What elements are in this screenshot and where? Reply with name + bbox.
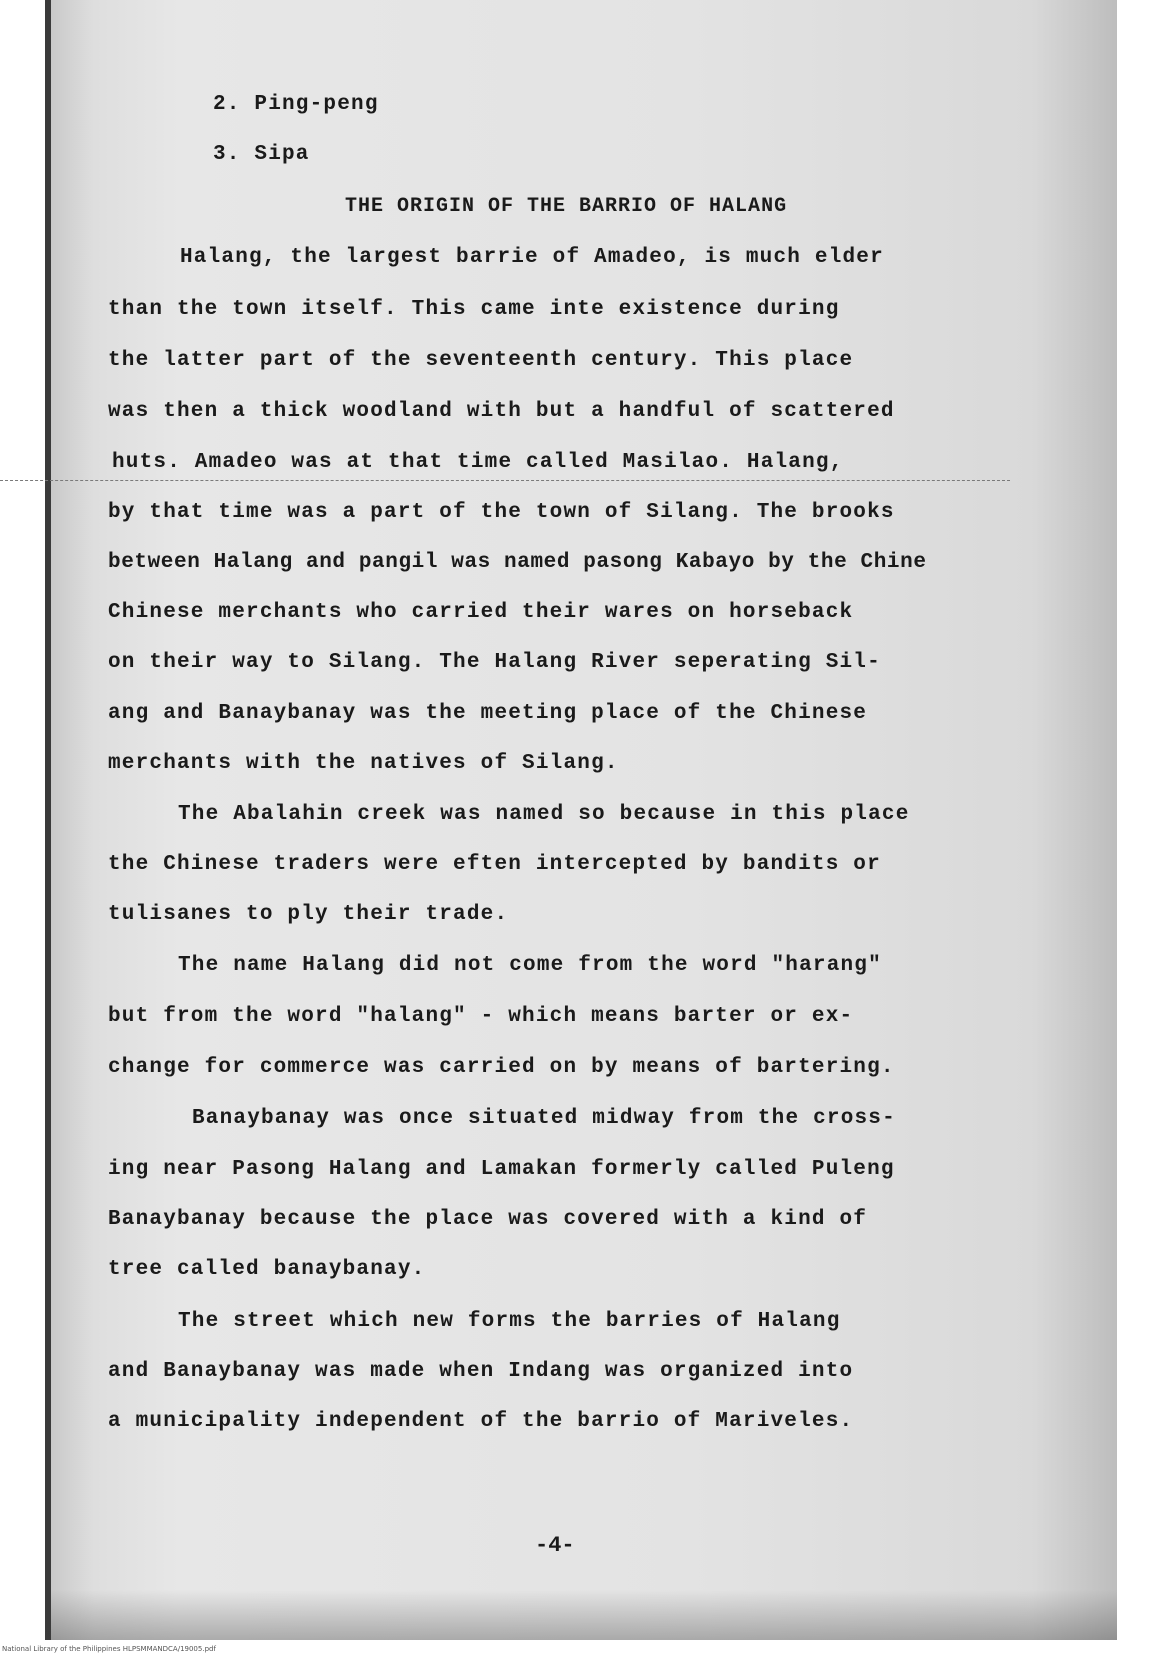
body-line: The street which new forms the barries of Halang: [178, 1310, 841, 1333]
list-item-sipa: 3. Sipa: [213, 143, 310, 166]
body-line: but from the word "halang" - which means barter or ex-: [108, 1005, 854, 1028]
body-line: the Chinese traders were eften intercepted by bandits or: [108, 853, 881, 876]
body-line: tree called banaybanay.: [108, 1258, 426, 1281]
body-line: ing near Pasong Halang and Lamakan formerly called Puleng: [108, 1158, 895, 1181]
body-line: than the town itself. This came inte existence during: [108, 298, 840, 321]
body-line: the latter part of the seventeenth century. This place: [108, 349, 854, 372]
body-line: on their way to Silang. The Halang River seperating Sil-: [108, 651, 881, 674]
body-line: Chinese merchants who carried their wares on horseback: [108, 601, 854, 624]
page-number: -4-: [535, 1533, 575, 1558]
body-line: was then a thick woodland with but a handful of scattered: [108, 400, 895, 423]
body-line: Banaybanay because the place was covered with a kind of: [108, 1208, 868, 1231]
body-line: change for commerce was carried on by means of bartering.: [108, 1056, 895, 1079]
body-line: merchants with the natives of Silang.: [108, 752, 619, 775]
body-line: ang and Banaybanay was the meeting place of the Chinese: [108, 702, 868, 725]
body-line: tulisanes to ply their trade.: [108, 903, 509, 926]
body-line: Banaybanay was once situated midway from the cross-: [192, 1107, 896, 1130]
footer-source-text: National Library of the Philippines HLPSMMANDCA/19005.pdf: [2, 1645, 216, 1653]
section-heading: THE ORIGIN OF THE BARRIO OF HALANG: [345, 195, 788, 218]
scan-artifact-dashed-line: [0, 480, 1010, 481]
body-line: a municipality independent of the barrio of Mariveles.: [108, 1410, 854, 1433]
body-line: between Halang and pangil was named pasong Kabayo by the Chine: [108, 551, 927, 574]
page-edge-shadow: [45, 1590, 1117, 1640]
list-item-ping-peng: 2. Ping-peng: [213, 93, 379, 116]
body-line: huts. Amadeo was at that time called Masilao. Halang,: [112, 451, 844, 474]
body-line: The name Halang did not come from the word "harang": [178, 954, 882, 977]
body-line: by that time was a part of the town of Silang. The brooks: [108, 501, 895, 524]
body-line: The Abalahin creek was named so because in this place: [178, 803, 910, 826]
body-line: and Banaybanay was made when Indang was organized into: [108, 1360, 854, 1383]
body-line: Halang, the largest barrie of Amadeo, is much elder: [180, 246, 884, 269]
